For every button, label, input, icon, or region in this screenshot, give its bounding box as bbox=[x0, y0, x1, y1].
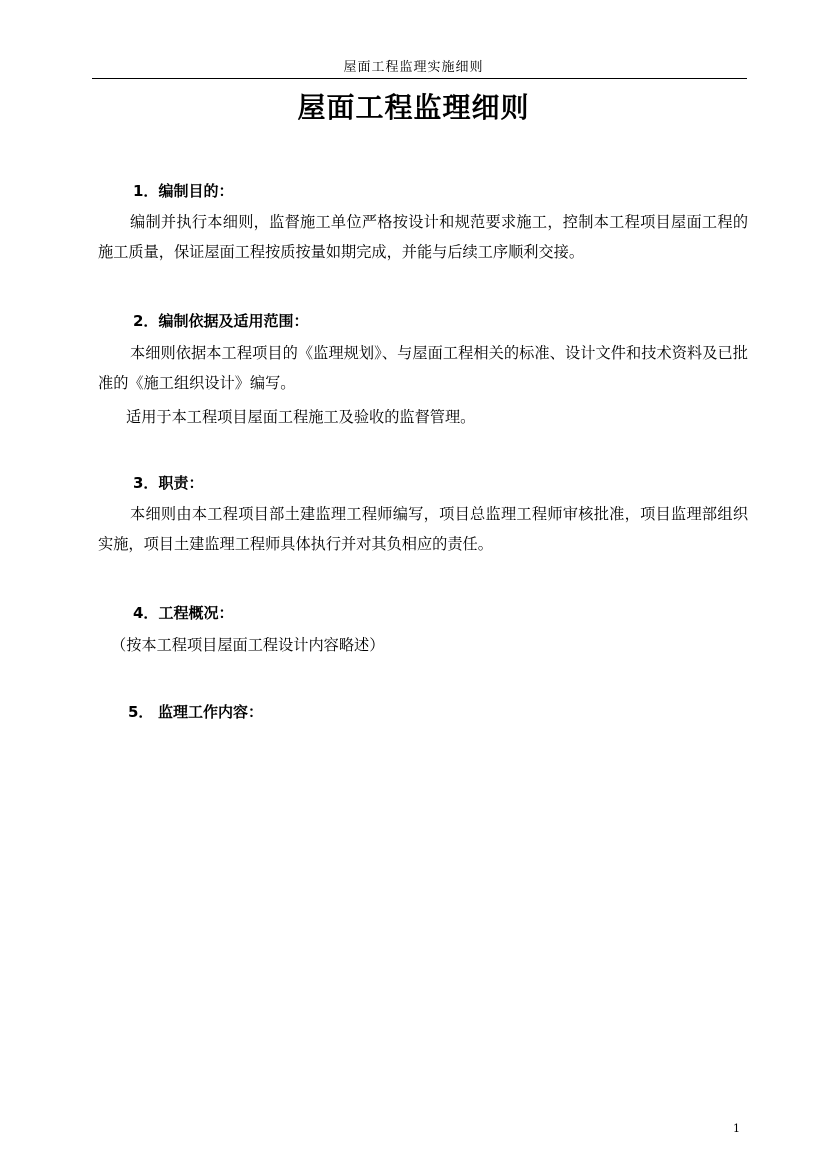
section-3-heading bbox=[133, 472, 203, 494]
section-1-number: 1． bbox=[133, 182, 159, 200]
section-1-heading-text: 编制目的： bbox=[158, 182, 234, 200]
page-number: 1 bbox=[733, 1122, 740, 1135]
section-2-heading bbox=[133, 310, 308, 332]
section-5-heading-text: 监理工作内容： bbox=[158, 703, 264, 721]
section-3-paragraph: 本细则由本工程项目部土建监理工程师编写，项目总监理工程师审核批准，项目监理部组织实施，项目土建监理工程师具体执行并对其负相应的责任。 bbox=[98, 505, 748, 553]
section-4-heading-text: 工程概况： bbox=[158, 604, 234, 622]
section-1-paragraph: 编制并执行本细则，监督施工单位严格按设计和规范要求施工，控制本工程项目屋面工程的施工质量，保证屋面工程按质按量如期完成，并能与后续工序顺利交接。 bbox=[98, 213, 748, 261]
section-1-heading bbox=[133, 180, 233, 202]
document-title: 屋面工程监理细则 bbox=[297, 91, 530, 124]
section-3-heading-text: 职责： bbox=[158, 474, 204, 492]
section-5-number: 5． bbox=[128, 703, 154, 721]
section-2-scope-line: 适用于本工程项目屋面工程施工及验收的监督管理。 bbox=[126, 408, 476, 426]
section-4-heading bbox=[133, 602, 233, 624]
running-header-title: 屋面工程监理实施细则 bbox=[343, 60, 484, 75]
section-2-number: 2． bbox=[133, 312, 159, 330]
section-4-number: 4． bbox=[133, 604, 159, 622]
section-2-heading-text: 编制依据及适用范围： bbox=[158, 312, 309, 330]
section-3-number: 3． bbox=[133, 474, 159, 492]
section-5-heading bbox=[128, 701, 263, 723]
header-rule bbox=[92, 78, 747, 79]
section-4-note: （按本工程项目屋面工程设计内容略述） bbox=[111, 636, 385, 654]
section-2-paragraph: 本细则依据本工程项目的《监理规划》、与屋面工程相关的标准、设计文件和技术资料及已批准的《施工组织设计》编写。 bbox=[98, 344, 748, 392]
